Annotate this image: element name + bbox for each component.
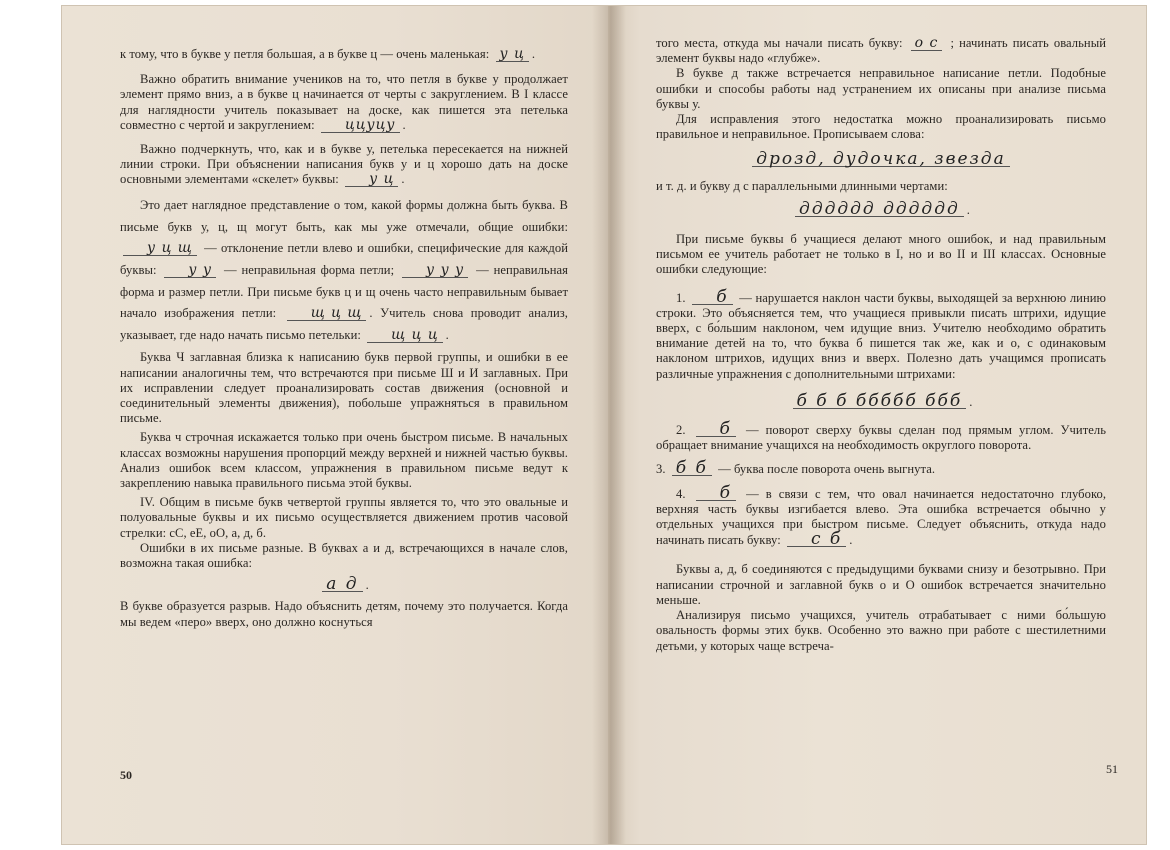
paragraph: Важно подчеркнуть, что, как и в букве у, петелька пересекается на нижней линии строки. При объяснении написания букв у и ц хорошо дать на доске основными элементами «скелет» буквы: у ц . bbox=[120, 141, 568, 188]
handwriting-sample: б bbox=[696, 422, 736, 437]
handwriting-sample: о с bbox=[911, 36, 943, 51]
handwriting-sample: щ ц ц bbox=[367, 328, 442, 343]
handwriting-sample: у ц bbox=[496, 47, 529, 62]
paragraph: Это дает наглядное представление о том, какой формы должна быть буква. В письме букв у, ц, щ могут быть, как мы уже отмечали, общие ошибки: у ц щ — отклонение петли влево и ошибки, специфические для каждой буквы: у у — неправильная форма петли; у у у — неправильная форма и размер петли. При письме букв ц и щ очень часто неправильным бывает начало изображения петли: щ ц щ . Учитель снова проводит анализ, указывает, где надо начать письмо петельки: щ ц ц . bbox=[120, 198, 568, 343]
handwriting-sample: у у bbox=[164, 263, 216, 278]
paragraph: В букве д также встречается неправильное написание петли. Подобные ошибки и способы работы над устранением их описаны при анализе письма буквы у. bbox=[656, 66, 1106, 111]
paragraph: IV. Общим в письме букв четвертой группы является то, что это овальные и полуовальные буквы и их письмо осуществляется движением против часовой стрелки: сС, еЕ, оО, а, д, б. bbox=[120, 495, 568, 540]
paragraph: В букве образуется разрыв. Надо объяснить детям, почему это получается. Когда мы ведем «перо» вверх, оно должно коснуться bbox=[120, 599, 568, 629]
handwriting-sample: а д bbox=[322, 577, 362, 592]
page-number: 50 bbox=[120, 768, 132, 782]
handwriting-example: а д . bbox=[120, 577, 568, 593]
handwriting-sample: б bbox=[696, 486, 736, 501]
paragraph: того места, откуда мы начали писать букву: о с ; начинать писать овальный элемент буквы надо «глубже». bbox=[656, 35, 1107, 66]
handwriting-sample: б bbox=[692, 290, 732, 305]
paragraph: 4. б — в связи с тем, что овал начинается недостаточно глубоко, верхняя часть буквы изгибается влево. Эта ошибка встречается обычно у отдельных учащихся при быстром письме. Следует объяснить, откуда надо начинать писать букву: с б . bbox=[656, 482, 1107, 550]
paragraph: 3. б б — буква после поворота очень выгнута. bbox=[656, 458, 936, 479]
handwriting-sample: у ц щ bbox=[123, 241, 197, 256]
paragraph: и т. д. и букву д с параллельными длинными чертами: bbox=[656, 178, 948, 193]
handwriting-sample: у у у bbox=[402, 263, 468, 278]
handwriting-sample: дддддд дддддд bbox=[795, 202, 964, 217]
handwriting-sample: б б б ббббб ббб bbox=[793, 394, 967, 409]
right-page bbox=[608, 6, 1146, 844]
handwriting-example bbox=[656, 149, 1106, 170]
paragraph: Важно обратить внимание учеников на то, что петля в букве у продолжает элемент прямо вниз, а в букве ц начинается от черты с закруглением. В I классе для наглядности учитель показывает на доске, как пишется эта петелька совместно с чертой и закруглением: ццуцу . bbox=[120, 72, 568, 134]
paragraph: Буква ч строчная искажается только при очень быстром письме. В начальных классах возможны нарушения пропорций между верхней и нижней частью буквы. Анализ ошибок всем классом, упражнения в правильном письме ведут к закреплению навыка правильного письма этой буквы. bbox=[120, 430, 568, 491]
paragraph: Ошибки в их письме разные. В буквах а и д, встречающихся в начале слов, возможна такая ошибка: bbox=[120, 540, 568, 571]
handwriting-sample: с б bbox=[787, 532, 846, 547]
paragraph: При письме буквы б учащиеся делают много ошибок, и над правильным письмом ее учитель работает не только в I, но и во II и III классах. Основные ошибки следующие: bbox=[656, 232, 1106, 277]
left-page bbox=[62, 6, 608, 844]
paragraph: к тому, что в букве у петля большая, а в букве ц — очень маленькая: у ц . bbox=[120, 46, 536, 62]
paragraph: Буква Ч заглавная близка к написанию букв первой группы, и ошибки в ее написании аналогичны тем, что встречаются при письме Ш и И заглавных. При их исправлении следует проанализировать состав движения (основной и соединительный элементы движения), побольше упражняться в правильном письме. bbox=[120, 350, 568, 426]
handwriting-example: дддддд дддддд . bbox=[656, 202, 1106, 218]
handwriting-sample: ццуцу bbox=[321, 118, 400, 133]
handwriting-sample: б б bbox=[672, 461, 712, 476]
paragraph: 1. б — нарушается наклон части буквы, выходящей за верхнюю линию строки. Это объясняется тем, что учащиеся привыкли писать штрихи, идущие вверх, с бо́льшим наклоном, чем идущие вниз. Учителю необходимо обратить внимание детей на то, что буква б пишется так же, как и о, с одинаковым наклоном штрихов, идущих вниз и вверх. Полезно дать учащимся прописать различные упражнения с дополнительными штрихами: bbox=[656, 286, 1106, 381]
handwriting-sample: щ ц щ bbox=[287, 306, 367, 321]
handwriting-example: б б б ббббб ббб . bbox=[656, 394, 1106, 410]
book-spread bbox=[62, 6, 1146, 844]
right-page-text bbox=[656, 36, 1106, 654]
left-page-text bbox=[120, 42, 568, 630]
paragraph: Для исправления этого недостатка можно проанализировать письмо правильное и неправильное. Прописываем слова: bbox=[656, 112, 1106, 142]
handwriting-sample: дрозд, дудочка, звезда bbox=[752, 152, 1009, 167]
handwriting-sample: у ц bbox=[345, 172, 398, 187]
paragraph: Буквы а, д, б соединяются с предыдущими буквами снизу и безотрывно. При написании строчной и заглавной букв о и О ошибок встречается значительно меньше. bbox=[656, 562, 1106, 607]
page-number: 51 bbox=[1106, 762, 1118, 776]
paragraph: Анализируя письмо учащихся, учитель отрабатывает с ними бо́льшую овальность формы этих букв. Особенно это важно при работе с шестилетними детьми, у которых чаще встреча- bbox=[656, 608, 1106, 653]
paragraph: 2. б — поворот сверху буквы сделан под прямым углом. Учитель обращает внимание учащихся на необходимость округлого поворота. bbox=[656, 419, 1107, 453]
